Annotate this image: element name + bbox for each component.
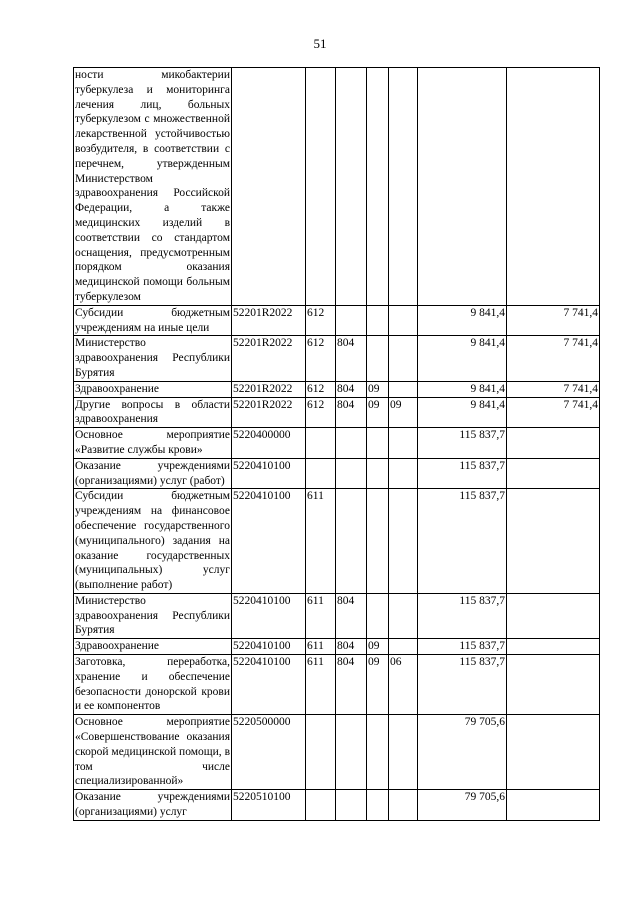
expense-type-cell: 611 <box>306 639 336 655</box>
row-name-cell: Субсидии бюджетным учреждениям на иные цели <box>74 305 232 336</box>
target-article-code-cell <box>232 68 306 306</box>
ministry-code-cell: 804 <box>336 397 367 428</box>
row-name-cell: Оказание учреждениями (организациями) услуг <box>74 790 232 821</box>
section-code-cell <box>367 68 389 306</box>
ministry-code-cell: 804 <box>336 639 367 655</box>
section-code-cell <box>367 715 389 790</box>
amount-year2-cell <box>507 655 600 715</box>
ministry-code-cell: 804 <box>336 593 367 638</box>
expense-type-cell: 611 <box>306 655 336 715</box>
amount-year1-cell: 115 837,7 <box>418 593 507 638</box>
amount-year1-cell: 115 837,7 <box>418 639 507 655</box>
ministry-code-cell <box>336 790 367 821</box>
ministry-code-cell: 804 <box>336 381 367 397</box>
subsection-code-cell <box>389 593 418 638</box>
table-row <box>74 593 600 638</box>
amount-year2-cell <box>507 68 600 306</box>
expense-type-cell <box>306 790 336 821</box>
expense-type-cell <box>306 428 336 459</box>
section-code-cell <box>367 458 389 489</box>
section-code-cell: 09 <box>367 397 389 428</box>
subsection-code-cell: 09 <box>389 397 418 428</box>
subsection-code-cell <box>389 639 418 655</box>
expense-type-cell: 611 <box>306 593 336 638</box>
amount-year1-cell: 115 837,7 <box>418 428 507 459</box>
table-row <box>74 381 600 397</box>
row-name-cell: Субсидии бюджетным учреждениям на финансовое обеспечение государственного (муниципального) задания на оказание государственных (муниципальных) услуг (выполнение работ) <box>74 489 232 594</box>
target-article-code-cell: 5220410100 <box>232 593 306 638</box>
table-row <box>74 489 600 594</box>
amount-year1-cell: 79 705,6 <box>418 715 507 790</box>
subsection-code-cell <box>389 489 418 594</box>
target-article-code-cell: 5220410100 <box>232 489 306 594</box>
subsection-code-cell <box>389 458 418 489</box>
amount-year2-cell: 7 741,4 <box>507 397 600 428</box>
expense-type-cell: 612 <box>306 381 336 397</box>
table-row <box>74 655 600 715</box>
amount-year1-cell: 115 837,7 <box>418 489 507 594</box>
section-code-cell: 09 <box>367 381 389 397</box>
row-name-cell: Министерство здравоохранения Республики Бурятия <box>74 593 232 638</box>
amount-year1-cell: 79 705,6 <box>418 790 507 821</box>
target-article-code-cell: 52201R2022 <box>232 336 306 381</box>
amount-year2-cell <box>507 639 600 655</box>
row-name-cell: Министерство здравоохранения Республики Бурятия <box>74 336 232 381</box>
section-code-cell <box>367 428 389 459</box>
ministry-code-cell <box>336 428 367 459</box>
page-number: 51 <box>313 36 327 51</box>
target-article-code-cell: 5220410100 <box>232 639 306 655</box>
expense-type-cell <box>306 715 336 790</box>
ministry-code-cell: 804 <box>336 655 367 715</box>
expense-type-cell: 612 <box>306 305 336 336</box>
amount-year2-cell: 7 741,4 <box>507 305 600 336</box>
subsection-code-cell: 06 <box>389 655 418 715</box>
target-article-code-cell: 52201R2022 <box>232 397 306 428</box>
subsection-code-cell <box>389 305 418 336</box>
row-name-cell: Оказание учреждениями (организациями) услуг (работ) <box>74 458 232 489</box>
row-name-cell: Здравоохранение <box>74 639 232 655</box>
amount-year1-cell: 115 837,7 <box>418 655 507 715</box>
subsection-code-cell <box>389 790 418 821</box>
amount-year2-cell <box>507 428 600 459</box>
amount-year2-cell <box>507 790 600 821</box>
amount-year1-cell: 9 841,4 <box>418 305 507 336</box>
section-code-cell: 09 <box>367 639 389 655</box>
expense-type-cell: 612 <box>306 397 336 428</box>
amount-year2-cell: 7 741,4 <box>507 381 600 397</box>
section-code-cell <box>367 593 389 638</box>
budget-table <box>73 67 600 821</box>
amount-year1-cell: 9 841,4 <box>418 397 507 428</box>
target-article-code-cell: 5220400000 <box>232 428 306 459</box>
subsection-code-cell <box>389 381 418 397</box>
amount-year2-cell: 7 741,4 <box>507 336 600 381</box>
row-name-cell: ности микобактерии туберкулеза и мониторинга лечения лиц, больных туберкулезом с множественной лекарственной устойчивостью возбудителя, в соответствии с перечнем, утвержденным Министерством здравоохранения Российской Федерации, а также медицинских изделий в соответствии со стандартом оснащения, предусмотренным порядком оказания медицинской помощи больным туберкулезом <box>74 68 232 306</box>
row-name-cell: Заготовка, переработка, хранение и обеспечение безопасности донорской крови и ее компонентов <box>74 655 232 715</box>
section-code-cell: 09 <box>367 655 389 715</box>
amount-year2-cell <box>507 489 600 594</box>
ministry-code-cell <box>336 715 367 790</box>
ministry-code-cell <box>336 458 367 489</box>
subsection-code-cell <box>389 68 418 306</box>
amount-year1-cell <box>418 68 507 306</box>
table-body <box>74 68 600 821</box>
expense-type-cell: 611 <box>306 489 336 594</box>
row-name-cell: Основное мероприятие «Развитие службы крови» <box>74 428 232 459</box>
subsection-code-cell <box>389 336 418 381</box>
target-article-code-cell: 5220500000 <box>232 715 306 790</box>
amount-year2-cell <box>507 715 600 790</box>
table-row <box>74 305 600 336</box>
table-row <box>74 68 600 306</box>
subsection-code-cell <box>389 715 418 790</box>
table-row <box>74 458 600 489</box>
target-article-code-cell: 52201R2022 <box>232 305 306 336</box>
table-row <box>74 790 600 821</box>
section-code-cell <box>367 790 389 821</box>
table-row <box>74 428 600 459</box>
target-article-code-cell: 52201R2022 <box>232 381 306 397</box>
amount-year1-cell: 9 841,4 <box>418 381 507 397</box>
expense-type-cell <box>306 68 336 306</box>
amount-year2-cell <box>507 593 600 638</box>
section-code-cell <box>367 305 389 336</box>
amount-year1-cell: 115 837,7 <box>418 458 507 489</box>
row-name-cell: Основное мероприятие «Совершенствование оказания скорой медицинской помощи, в том числе специализированной» <box>74 715 232 790</box>
subsection-code-cell <box>389 428 418 459</box>
row-name-cell: Здравоохранение <box>74 381 232 397</box>
target-article-code-cell: 5220510100 <box>232 790 306 821</box>
expense-type-cell: 612 <box>306 336 336 381</box>
row-name-cell: Другие вопросы в области здравоохранения <box>74 397 232 428</box>
table-row <box>74 397 600 428</box>
table-row <box>74 336 600 381</box>
target-article-code-cell: 5220410100 <box>232 655 306 715</box>
amount-year2-cell <box>507 458 600 489</box>
section-code-cell <box>367 336 389 381</box>
target-article-code-cell: 5220410100 <box>232 458 306 489</box>
expense-type-cell <box>306 458 336 489</box>
ministry-code-cell: 804 <box>336 336 367 381</box>
ministry-code-cell <box>336 489 367 594</box>
section-code-cell <box>367 489 389 594</box>
table-row <box>74 639 600 655</box>
amount-year1-cell: 9 841,4 <box>418 336 507 381</box>
ministry-code-cell <box>336 305 367 336</box>
table-row <box>74 715 600 790</box>
ministry-code-cell <box>336 68 367 306</box>
